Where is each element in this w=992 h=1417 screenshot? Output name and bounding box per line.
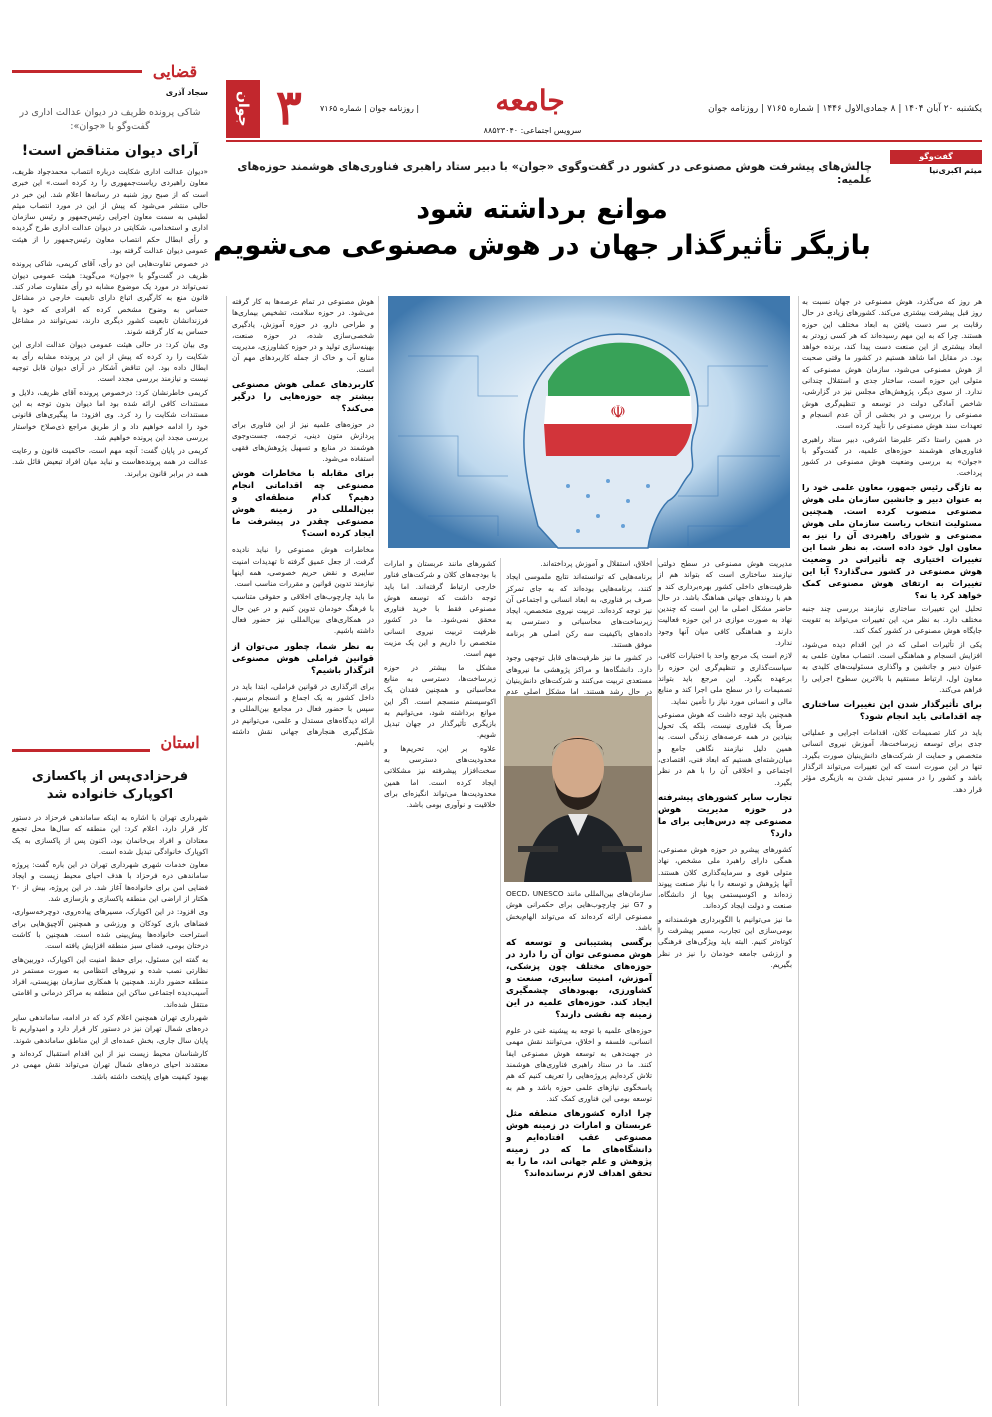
province-body	[12, 812, 208, 1406]
paragraph: در همین راستا دکتر علیرضا اشرفی، دبیر ستاد راهبری فناوری‌های هوشمند حوزه‌های علمیه، در گفت‌وگو با «جوان» به بررسی وضعیت هوش مصنوعی در کشور پرداخت.	[802, 434, 982, 478]
question: برگسی پشتیبانی و توسعه که هوش مصنوعی توان آن را دارد در حوزه‌های مختلف چون پزشکی، آموزش، امنیت سایبری، صنعت و کشاورزی، بهبودهای چشمگیری ایجاد کند. حوزه‌های علمیه در این زمینه چه نقشی دارند؟	[506, 938, 652, 1021]
paragraph: در حوزه‌های علمیه نیز از این فناوری برای پردازش متون دینی، ترجمه، جست‌وجوی هوشمند در منابع و تسهیل پژوهش‌های فقهی استفاده می‌شود.	[232, 420, 374, 463]
ai-head-graphic	[388, 296, 790, 548]
column-divider	[500, 558, 501, 1406]
column-divider	[226, 296, 227, 1406]
paragraph: کریمی در پایان گفت: آنچه مهم است، حاکمیت قانون و رعایت عدالت در همه پرونده‌هاست و نباید میان افراد تبعیض قائل شد. همه در برابر قانون برابرند.	[12, 446, 208, 478]
headline-line-1: موانع برداشته شود	[416, 194, 668, 225]
paragraph: کریمی خاطرنشان کرد: درخصوص پرونده آقای ظریف، دلایل و مستندات کافی ارائه شده بود اما دیوان بدون توجه به این مستندات شکایت را رد کرد. وی افزود: ما پیگیری‌های قانونی خود را ادامه خواهیم داد و از طریق مراجع ذی‌صلاح خواستار بررسی مجدد این پرونده خواهیم شد.	[12, 387, 208, 442]
feature-column-d	[384, 558, 496, 1406]
paragraph: یکی از تأثیرات اصلی که در این اقدام دیده می‌شود، افزایش انسجام و هماهنگی است. انتصاب معاون علمی به عنوان دبیر و جانشین و واگذاری مسئولیت‌های کلیدی به معاون اول، ارتباط مستقیم با بالاترین سطوح اجرایی را فراهم می‌کند.	[802, 639, 982, 694]
paragraph: باید در کنار تصمیمات کلان، اقدامات اجرایی و عملیاتی جدی برای توسعه زیرساخت‌ها، آموزش نیروی انسانی متخصص و حمایت از شرکت‌های دانش‌بنیان صورت بگیرد. تنها در این صورت است که این تغییرات می‌تواند اثرگذار باشد و کشور را در مسیر تبدیل شدن به بازیگری مؤثر قرار دهد.	[802, 728, 982, 794]
interview-badge: گفت‌وگو	[890, 150, 982, 164]
paragraph: ما باید چارچوب‌های اخلاقی و حقوقی متناسب با فرهنگ خودمان تدوین کنیم و در عین حال در همکاری‌های بین‌المللی نیز حضور فعال داشته باشیم.	[232, 592, 374, 636]
page-number: ۳	[276, 80, 302, 136]
paragraph: لازم است یک مرجع واحد با اختیارات کافی، سیاست‌گذاری و تنظیم‌گری این حوزه را برعهده بگیرد. این مرجع باید بتواند تصمیمات را در سطح ملی اجرا کند و منابع مالی و انسانی مورد نیاز را تأمین نماید.	[658, 651, 792, 706]
question: به نظر شما، چطور می‌توان از قوانین فراملی هوش مصنوعی اثرگذار باشیم؟	[232, 641, 374, 676]
paragraph: سازمان‌های بین‌المللی مانند OECD، UNESCO و G7 نیز چارچوب‌هایی برای حکمرانی هوش مصنوعی ارائه کرده‌اند که می‌تواند الهام‌بخش باشد.	[506, 889, 653, 932]
paragraph: در کشور ما نیز ظرفیت‌های قابل توجهی وجود دارد. دانشگاه‌ها و مراکز پژوهشی ما نیروهای مستعدی تربیت می‌کنند و شرکت‌های دانش‌بنیان در حال رشد هستند. اما مشکل اصلی عدم	[506, 653, 652, 697]
paragraph: در خصوص تفاوت‌هایی این دو رأی، آقای کریمی، شاکی پرونده ظریف در گفت‌وگو با «جوان» می‌گوید: هیئت عمومی دیوان نمی‌تواند در مورد یک موضوع مشابه دو رأی متفاوت صادر کند. قانون منع به کارگیری اتباع دارای تابعیت خارجی در مشاغل حساس به وضوح مشخص کرده که افرادی که خود یا فرزندانشان تابعیت کشور دیگری دارند، نمی‌توانند در مشاغل حساس به کار گرفته شوند.	[12, 259, 208, 337]
paragraph: علاوه بر این، تحریم‌ها و محدودیت‌های دسترسی به سخت‌افزار پیشرفته نیز مشکلاتی ایجاد کرده است. اما همین محدودیت‌ها می‌تواند انگیزه‌ای برای خلاقیت و نوآوری بومی باشد.	[384, 743, 496, 810]
paragraph: برای اثرگذاری در قوانین فراملی، ابتدا باید در داخل کشور به یک اجماع و انسجام برسیم. سپس با حضور فعال در مجامع بین‌المللی و ارائه دیدگاه‌های مستدل و علمی، می‌توانیم در شکل‌گیری هنجارهای جهانی نقش داشته باشیم.	[232, 681, 374, 748]
feature-column-a	[802, 296, 982, 1406]
province-section-title: استان	[160, 733, 200, 752]
ai-head-illustration	[388, 296, 790, 548]
date-line: یکشنبه ۲۰ آبان ۱۴۰۴ | ۸ جمادی‌الاول ۱۴۴۶ | شماره ۷۱۶۵ | روزنامه جوان	[708, 104, 982, 114]
paragraph: هوش مصنوعی در تمام عرصه‌ها به کار گرفته می‌شود. در حوزه سلامت، تشخیص بیماری‌ها و طراحی دارو، در حوزه آموزش، یادگیری شخصی‌سازی شده، در حوزه صنعت، بهینه‌سازی تولید و در حوزه کشاورزی، مدیریت منابع آب و خاک از جمله کاربردهای مهم آن است.	[231, 297, 374, 374]
headline-line-2: بازیگر تأثیرگذار جهان در هوش مصنوعی می‌شویم	[213, 230, 871, 261]
interview-author: میثم اکبری‌نیا	[929, 166, 982, 175]
paragraph: شهرداری تهران همچنین اعلام کرد که در ادامه، ساماندهی سایر دره‌های شمال تهران نیز در دستور کار قرار دارد و امیدواریم تا پایان سال جاری، بخش عمده‌ای از این مناطق ساماندهی شوند.	[12, 1013, 208, 1045]
question: تجارب سایر کشورهای پیشرفته در حوزه مدیریت هوش مصنوعی چه درس‌هایی برای ما دارد؟	[658, 792, 792, 839]
province-headline: فرحزادی‌پس از پاکسازی اکوپارک خانواده شد	[31, 769, 189, 802]
paragraph: «دیوان عدالت اداری شکایت درباره انتصاب محمدجواد ظریف، معاون راهبردی ریاست‌جمهوری را رد کرده است.» این خبری است که از صبح روز شنبه در رسانه‌ها اعلام شد. این خبر در حالی منتشر می‌شود که پیش از این در مورد انتصاب میثم لطیفی به سمت معاون اجرایی رئیس‌جمهور و رئیس سازمان اداری و استخدامی، شکایتی در دیوان عدالت اداری طرح گردیده و رأی ابطال حکم انتصاب معاون رئیس‌جمهور را از هیئت عمومی دیوان عدالت گرفته بود.	[12, 167, 208, 256]
judicial-section-title: قضایی	[152, 62, 198, 81]
svg-text:☫: ☫	[609, 402, 627, 423]
question: برای تأثیرگذار شدن این تغییرات ساختاری چه اقداماتی باید انجام شود؟	[802, 700, 982, 723]
paragraph: حوزه‌های علمیه با توجه به پیشینه غنی در علوم انسانی، فلسفه و اخلاق، می‌توانند نقش مهمی در جهت‌دهی به توسعه هوش مصنوعی ایفا کنند. ما در ستاد راهبری فناوری‌های هوشمند تلاش کرده‌ایم پروژه‌هایی را تعریف کنیم که هم پاسخگوی نیازهای علمی حوزه باشد و هم به توسعه بومی این فناوری کمک کند.	[506, 1026, 652, 1103]
paragraph: مدیریت هوش مصنوعی در سطح دولتی نیازمند ساختاری است که بتواند هم از ظرفیت‌های داخلی کشور بهره‌برداری کند و هم با روندهای جهانی هماهنگ باشد. در حال حاضر مشکل اصلی ما این است که چندین نهاد به صورت موازی در این حوزه فعالیت دارند و هماهنگی کافی میان آنها وجود ندارد.	[658, 559, 792, 648]
section-subtitle: سرویس اجتماعی: ۸۸۵۲۳۰۴۰	[483, 126, 582, 135]
paragraph: وی بیان کرد: در حالی هیئت عمومی دیوان عدالت اداری این شکایت را رد کرده که پیش از این در پرونده مشابه رأی به ابطال داده بود. این تناقض آشکار در آرای دیوان قابل توجیه نیست و نیازمند بررسی مجدد است.	[12, 340, 208, 384]
feature-headline	[212, 192, 872, 264]
feature-kicker: چالش‌های پیشرفت هوش مصنوعی در کشور در گفت‌وگوی «جوان» با دبیر ستاد راهبری فناوری‌های هوشمند حوزه‌های علمیه:	[237, 160, 872, 186]
portrait-image	[504, 696, 652, 882]
paragraph: کشورهای مانند عربستان و امارات با بودجه‌های کلان و شرکت‌های فناور خارجی ارتباط گرفته‌اند. اما باید توجه داشت که توسعه هوش مصنوعی فقط با خرید فناوری محقق نمی‌شود. ما در کشور ظرفیت تربیت نیروی انسانی متخصص را داریم و این یک مزیت مهم است.	[384, 559, 496, 659]
paragraph: تحلیل این تغییرات ساختاری نیازمند بررسی چند جنبه مختلف دارد. به نظر من، این تغییرات می‌تواند به تقویت جایگاه هوش مصنوعی در کشور کمک کند.	[802, 603, 982, 636]
paragraph: وی افزود: در این اکوپارک، مسیرهای پیاده‌روی، دوچرخه‌سواری، فضاهای بازی کودکان و ورزشی و همچنین آلاچیق‌هایی برای استراحت خانواده‌ها پیش‌بینی شده است. همچنین با کاشت درختان بومی، فضای سبز منطقه افزایش یافته است.	[12, 907, 208, 951]
paragraph: مخاطرات هوش مصنوعی را نباید نادیده گرفت. از جعل عمیق گرفته تا تهدیدات امنیت سایبری و نقض حریم خصوصی، همه اینها نیازمند تدوین قوانین و مقررات مناسب است.	[232, 545, 374, 589]
feature-column-b	[658, 558, 792, 1406]
header-rule	[226, 140, 982, 142]
paragraph: ما نیز می‌توانیم با الگوبرداری هوشمندانه و بومی‌سازی این تجارب، مسیر پیشرفت را کوتاه‌تر کنیم. البته باید ویژگی‌های فرهنگی و ارزشی جامعه خودمان را نیز در نظر بگیریم.	[658, 914, 792, 969]
question: برای مقابله با مخاطرات هوش مصنوعی چه اقداماتی انجام دهیم؟ کدام منطقه‌ای و بین‌المللی در زمینه هوش مصنوعی چقدر در پیشرفت ما ایجاد کرده است؟	[232, 469, 374, 540]
question: کاربردهای عملی هوش مصنوعی بیشتر چه حوزه‌هایی را درگیر می‌کند؟	[232, 380, 374, 415]
judicial-headline: آرای دیوان متناقض است!	[21, 143, 199, 159]
paragraph: برنامه‌هایی که توانسته‌اند نتایج ملموسی ایجاد کنند، برنامه‌هایی بوده‌اند که به جای تمرکز صرف بر فناوری، به ابعاد انسانی و اجتماعی آن نیز توجه کرده‌اند. تربیت نیروی متخصص، ایجاد زیرساخت‌های محاسباتی و دسترسی به داده‌های باکیفیت سه رکن اصلی هر برنامه موفق هستند.	[506, 572, 652, 650]
paragraph: اخلاق، استقلال و آموزش پرداخته‌اند.	[540, 559, 652, 568]
interviewee-portrait	[504, 696, 652, 882]
feature-column-c-bottom	[506, 888, 652, 1406]
paragraph: هر روز که می‌گذرد، هوش مصنوعی در جهان نسبت به روز قبل پیشرفت بیشتری می‌کند. کشورهای زیادی در حال رقابت بر سر دست یافتن به ابعاد مختلف این حوزه هستند. چرا که به این مهم رسیده‌اند که هر کسی زودتر به ابعاد بیشتری از این صنعت دست پیدا کند، برنده خواهد بود. در مقابل اما شاهد هستیم در کشور ما وقتی صحبت از هوش مصنوعی می‌شود، سازمان هوش مصنوعی که متولی این حوزه است، ساختار جدی و استقلال چندانی ندارد. از سوی دیگر، پژوهش‌های مجلس نیز در گزارشی، شاخص آمادگی دولت در توسعه و تنظیم‌گری هوش مصنوعی را بررسی و در بخشی از آن عدم انسجام و تعهدات سند هوش مصنوعی را تأیید کرده است.	[802, 297, 982, 431]
column-divider	[798, 296, 799, 1406]
paragraph: به گفته این مسئول، برای حفظ امنیت این اکوپارک، دوربین‌های نظارتی نصب شده و نیروهای انتظامی به صورت مستمر در منطقه حضور دارند. همچنین با همکاری سازمان بهزیستی، افراد آسیب‌دیده اجتماعی ساکن این منطقه به مراکز درمانی و اقامتی منتقل شده‌اند.	[12, 954, 208, 1009]
paragraph: کارشناسان محیط زیست نیز از این اقدام استقبال کرده‌اند و معتقدند احیای دره‌های شمال تهران می‌تواند نقش مهمی در بهبود کیفیت هوای پایتخت داشته باشد.	[12, 1048, 208, 1081]
paragraph: معاون خدمات شهری شهرداری تهران در این باره گفت: پروژه ساماندهی دره فرحزاد با هدف احیای محیط زیست و ایجاد فضایی امن برای خانواده‌ها آغاز شد. در این پروژه، بیش از ۲۰ هکتار از اراضی این منطقه پاکسازی و بازسازی شد.	[12, 860, 208, 904]
judicial-kicker: شاکی پرونده ظریف در دیوان عدالت اداری در گفت‌وگو با «جوان»:	[19, 107, 201, 132]
header-meta: | روزنامه جوان | شماره ۷۱۶۵	[320, 104, 420, 113]
paragraph: همچنین باید توجه داشت که هوش مصنوعی صرفاً یک فناوری نیست، بلکه یک تحول بنیادین در همه عرصه‌های زندگی است. به همین دلیل نیازمند نگاهی جامع و میان‌رشته‌ای هستیم که ابعاد فنی، اقتصادی، اجتماعی و اخلاقی آن را با هم در نظر بگیرد.	[658, 709, 792, 787]
judicial-body	[12, 166, 208, 726]
question: به تازگی رئیس جمهور، معاون علمی خود را به عنوان دبیر و جانشین سازمان ملی هوش مصنوعی منصوب کرده است. همچنین مسئولیت انتخاب ریاست سازمان ملی هوش مصنوعی و شورای راهبردی آن را نیز به معاون اول خود داده است. به نظر شما این تغییرات اختیاری چه تأثیراتی در وضعیت هوش مصنوعی در کشور می‌گذارد؟ آیا این تغییرات به ارتقای هوش مصنوعی کمک خواهد کرد یا نه؟	[802, 481, 982, 600]
column-divider	[378, 296, 379, 1406]
newspaper-logo: جوان	[226, 80, 260, 138]
feature-column-c-top	[506, 558, 652, 697]
paragraph: کشورهای پیشرو در حوزه هوش مصنوعی، همگی دارای راهبرد ملی مشخص، نهاد متولی قوی و سرمایه‌گذاری کلان هستند. آنها پژوهش و توسعه را با نیاز صنعت پیوند زده‌اند و اکوسیستمی پویا از دانشگاه، صنعت و دولت ایجاد کرده‌اند.	[658, 844, 792, 911]
judicial-author: سجاد آذری	[165, 88, 208, 97]
paragraph: شهرداری تهران با اشاره به اینکه ساماندهی فرحزاد در دستور کار قرار دارد، اعلام کرد: این منطقه که سال‌ها محل تجمع معتادان و افراد بی‌خانمان بود، اکنون پس از پاکسازی به یک اکوپارک خانوادگی تبدیل شده است.	[12, 813, 208, 856]
question: چرا اداره کشورهای منطقه مثل عربستان و امارات در زمینه هوش مصنوعی عقب افتاده‌ایم و دانشگاه‌های ما که در زمینه پژوهش و علم جهانی اند، ما را به تحقق اهداف لازم نرسانده‌اند؟	[506, 1109, 652, 1180]
feature-column-e	[232, 296, 374, 1406]
paragraph: مشکل ما بیشتر در حوزه زیرساخت‌ها، دسترسی به منابع محاسباتی و همچنین فقدان یک اکوسیستم منسجم است. اگر این موانع برداشته شود، می‌توانیم به بازیگری تأثیرگذار در جهان تبدیل شویم.	[384, 662, 496, 740]
section-title: جامعه	[495, 84, 565, 117]
